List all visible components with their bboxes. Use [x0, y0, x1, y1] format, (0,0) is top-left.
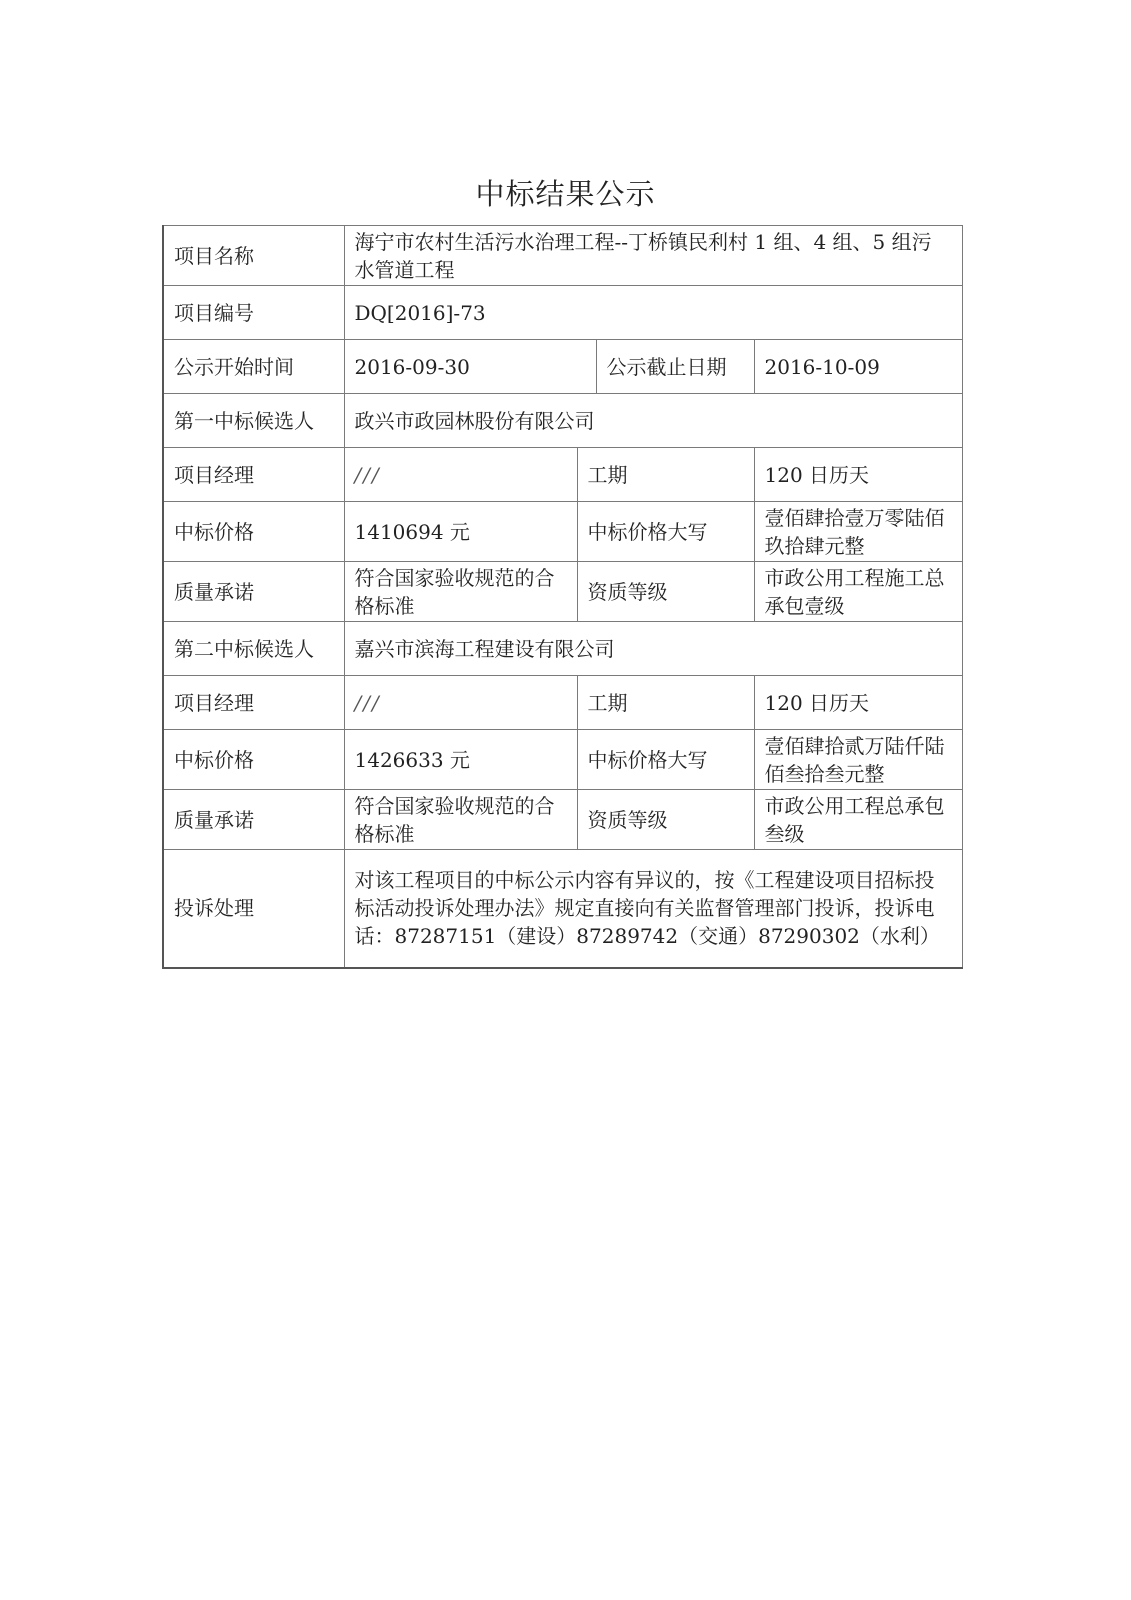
start-time-label: 公示开始时间 — [163, 340, 344, 394]
candidate-1-price-row — [163, 502, 962, 562]
candidate-1-quality-row — [163, 562, 962, 622]
candidate-1-rank-label: 第一中标候选人 — [163, 394, 344, 448]
candidate-2-manager-row — [163, 676, 962, 730]
candidate-1-period-label: 工期 — [577, 448, 754, 502]
candidate-2-quality-row — [163, 790, 962, 850]
candidate-1-period-value: 120 日历天 — [754, 448, 962, 502]
candidate-2-price-row — [163, 730, 962, 790]
complaint-row — [163, 850, 962, 968]
end-date-label: 公示截止日期 — [596, 340, 754, 394]
start-time-value: 2016-09-30 — [344, 340, 596, 394]
project-name-label: 项目名称 — [163, 226, 344, 286]
candidate-1-quality-label: 质量承诺 — [163, 562, 344, 622]
candidate-1-manager-label: 项目经理 — [163, 448, 344, 502]
candidate-1-price-label: 中标价格 — [163, 502, 344, 562]
project-name-value: 海宁市农村生活污水治理工程--丁桥镇民利村 1 组、4 组、5 组污水管道工程 — [344, 226, 962, 286]
candidate-2-price-value: 1426633 元 — [344, 730, 577, 790]
candidate-2-manager-value: /// — [344, 676, 577, 730]
candidate-1-qualification-label: 资质等级 — [577, 562, 754, 622]
candidate-2-price-upper-label: 中标价格大写 — [577, 730, 754, 790]
candidate-2-period-label: 工期 — [577, 676, 754, 730]
project-number-row — [163, 286, 962, 340]
candidate-1-quality-value: 符合国家验收规范的合格标准 — [344, 562, 577, 622]
end-date-value: 2016-10-09 — [754, 340, 962, 394]
candidate-1-row — [163, 394, 962, 448]
award-result-table — [162, 225, 963, 969]
complaint-label: 投诉处理 — [163, 850, 344, 968]
candidate-2-row — [163, 622, 962, 676]
candidate-2-qualification-value: 市政公用工程总承包叁级 — [754, 790, 962, 850]
candidate-1-price-upper-label: 中标价格大写 — [577, 502, 754, 562]
candidate-2-manager-label: 项目经理 — [163, 676, 344, 730]
candidate-1-qualification-value: 市政公用工程施工总承包壹级 — [754, 562, 962, 622]
project-name-row — [163, 226, 962, 286]
project-number-value: DQ[2016]-73 — [344, 286, 962, 340]
page-title: 中标结果公示 — [475, 177, 656, 211]
candidate-2-rank-label: 第二中标候选人 — [163, 622, 344, 676]
candidate-2-period-value: 120 日历天 — [754, 676, 962, 730]
candidate-1-price-upper-value: 壹佰肆拾壹万零陆佰玖拾肆元整 — [754, 502, 962, 562]
candidate-1-manager-value: /// — [344, 448, 577, 502]
candidate-2-qualification-label: 资质等级 — [577, 790, 754, 850]
candidate-2-quality-value: 符合国家验收规范的合格标准 — [344, 790, 577, 850]
candidate-2-company: 嘉兴市滨海工程建设有限公司 — [344, 622, 962, 676]
candidate-1-manager-row — [163, 448, 962, 502]
candidate-2-price-label: 中标价格 — [163, 730, 344, 790]
candidate-2-price-upper-value: 壹佰肆拾贰万陆仟陆佰叁拾叁元整 — [754, 730, 962, 790]
candidate-1-company: 政兴市政园林股份有限公司 — [344, 394, 962, 448]
complaint-text: 对该工程项目的中标公示内容有异议的，按《工程建设项目招标投标活动投诉处理办法》规定直接向有关监督管理部门投诉，投诉电话：87287151（建设）87289742（交通）87290302（水利） — [344, 850, 962, 968]
publicity-period-row — [163, 340, 962, 394]
candidate-1-price-value: 1410694 元 — [344, 502, 577, 562]
project-number-label: 项目编号 — [163, 286, 344, 340]
candidate-2-quality-label: 质量承诺 — [163, 790, 344, 850]
